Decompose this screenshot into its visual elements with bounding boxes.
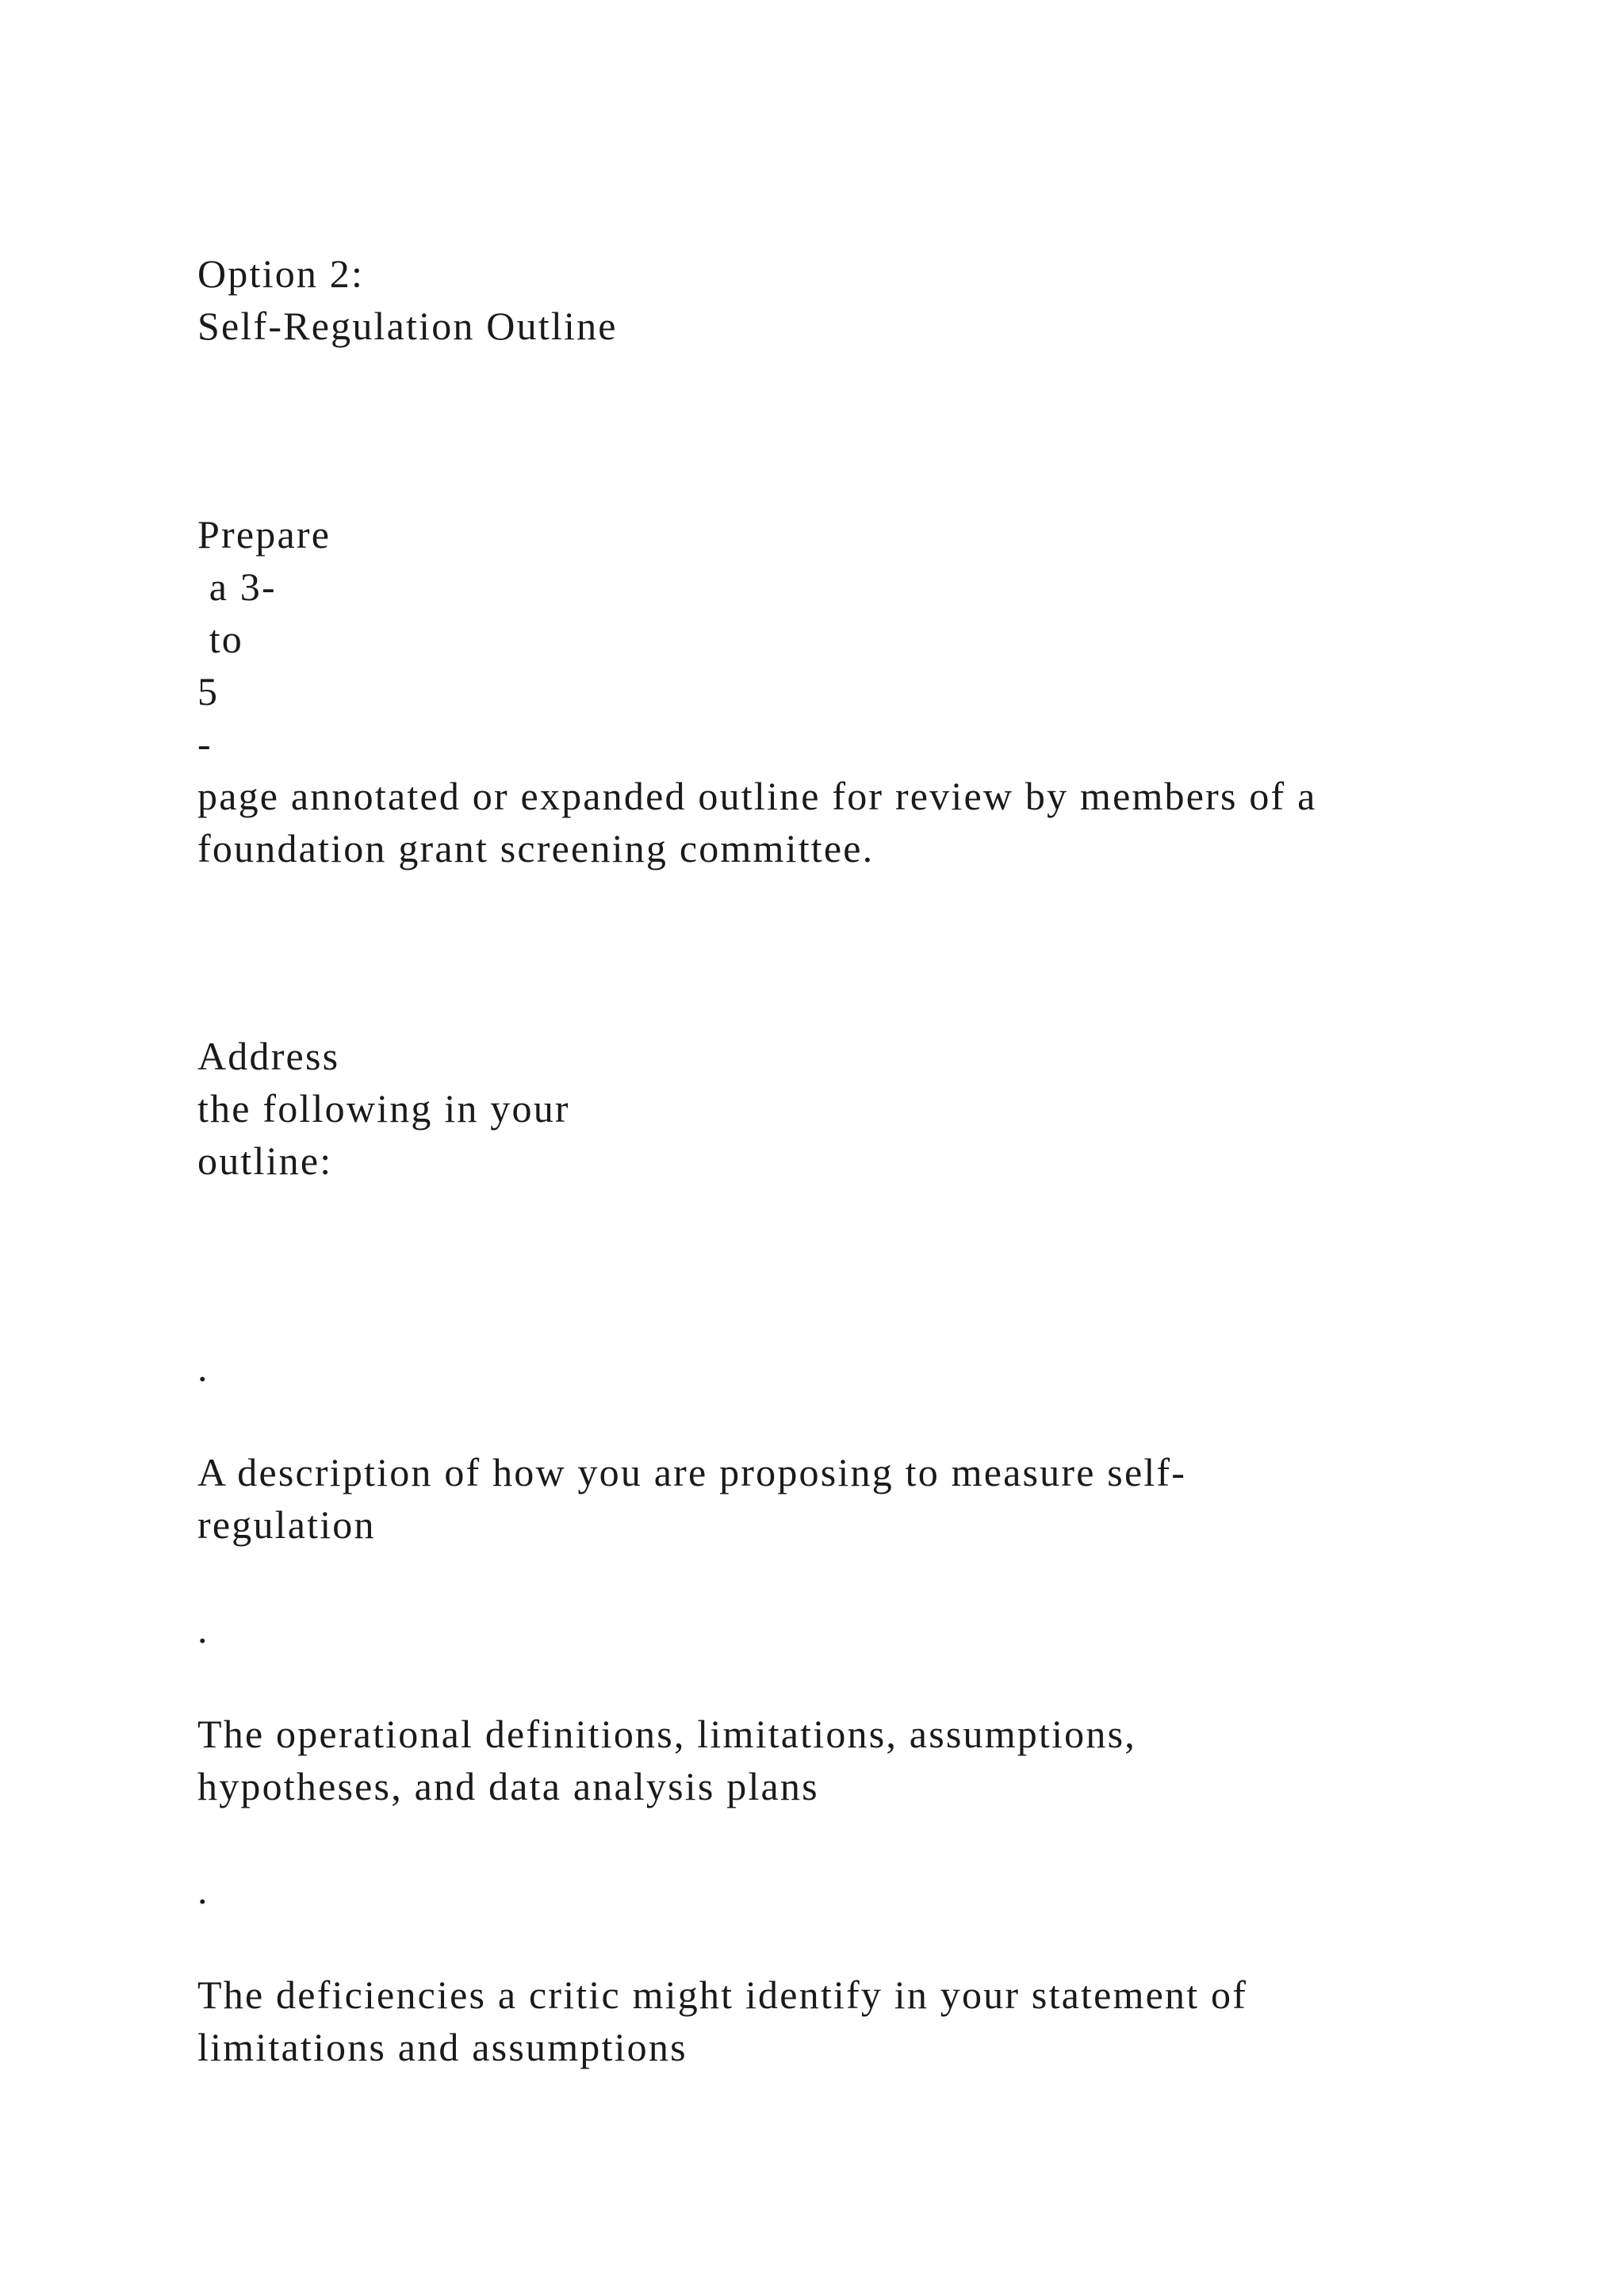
instruction-line: Address — [197, 1034, 340, 1078]
document-title: Self-Regulation Outline — [197, 304, 618, 348]
list-bullet: . — [197, 1607, 209, 1651]
intro-line: Prepare — [197, 512, 331, 557]
list-item-text: A description of how you are proposing to measure self- — [197, 1450, 1187, 1494]
intro-line: 5 — [197, 669, 220, 714]
list-item-text: The deficiencies a critic might identify in your statement of — [197, 1973, 1248, 2017]
list-item-text: regulation — [197, 1502, 376, 1547]
list-bullet: . — [197, 1345, 209, 1390]
list-item-text: hypotheses, and data analysis plans — [197, 1764, 819, 1808]
intro-line: a 3- — [197, 564, 277, 609]
instruction-line: the following in your — [197, 1086, 570, 1131]
intro-line: to — [197, 617, 243, 661]
list-item-text: The operational definitions, limitations, assumptions, — [197, 1712, 1136, 1756]
intro-line: page annotated or expanded outline for review by members of a — [197, 774, 1317, 818]
title-option-label: Option 2: — [197, 251, 365, 296]
intro-line: - — [197, 721, 213, 766]
list-item-text: limitations and assumptions — [197, 2025, 688, 2069]
list-bullet: . — [197, 1868, 209, 1912]
instruction-line: outline: — [197, 1138, 333, 1183]
intro-line: foundation grant screening committee. — [197, 826, 875, 871]
